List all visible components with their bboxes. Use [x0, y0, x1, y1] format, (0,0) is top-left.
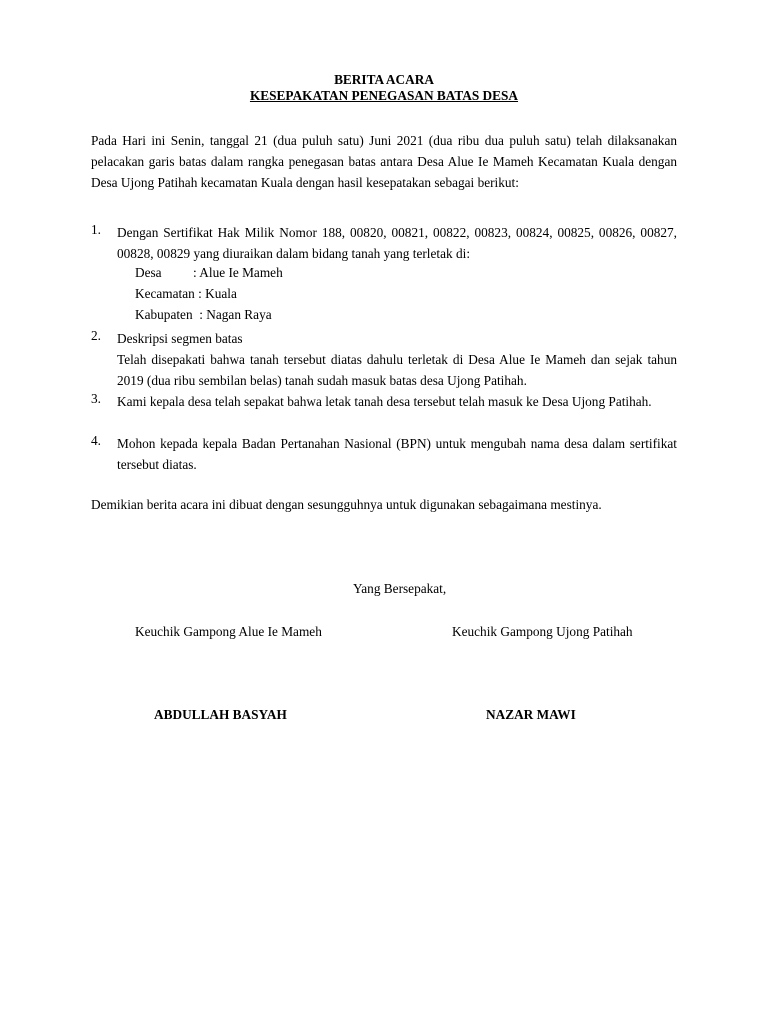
detail-kecamatan: [135, 286, 237, 302]
left-signatory-role: Keuchik Gampong Alue Ie Mameh: [135, 624, 322, 639]
item-1-number: 1.: [91, 222, 101, 237]
detail-desa: [135, 265, 283, 281]
detail-desa-label: Desa: [135, 265, 162, 280]
item-3-text: Kami kepala desa telah sepakat bahwa letak tanah desa tersebut telah masuk ke Desa Ujong Patihah.: [117, 394, 652, 409]
item-2-heading: Deskripsi segmen batas: [117, 331, 243, 346]
signature-heading: Yang Bersepakat,: [353, 581, 447, 596]
detail-kabupaten-value: : Nagan Raya: [199, 307, 272, 322]
detail-kabupaten-label: Kabupaten: [135, 307, 193, 322]
detail-desa-value: : Alue Ie Mameh: [193, 265, 283, 280]
item-2-number: 2.: [91, 328, 101, 343]
closing-paragraph: Demikian berita acara ini dibuat dengan sesungguhnya untuk digunakan sebagaimana mestinya.: [91, 497, 602, 512]
intro-paragraph: Pada Hari ini Senin, tanggal 21 (dua puluh satu) Juni 2021 (dua ribu dua puluh satu) telah dilaksanakan pelacakan garis batas dalam rangka penegasan batas antara Desa Alue Ie Mameh Kecamatan Kuala dengan Desa Ujong Patihah kecamatan Kuala dengan hasil kesepatakan sebagai berikut:: [91, 133, 677, 190]
right-signatory-name: NAZAR MAWI: [486, 707, 576, 722]
detail-kabupaten: [135, 307, 272, 323]
document-subtitle-text: KESEPAKATAN PENEGASAN BATAS DESA: [249, 88, 519, 103]
document-subtitle: [0, 88, 768, 104]
detail-kecamatan-value: : Kuala: [198, 286, 237, 301]
item-3-number: 3.: [91, 391, 101, 406]
item-4-text: Mohon kepada kepala Badan Pertanahan Nasional (BPN) untuk mengubah nama desa dalam sertifikat tersebut diatas.: [117, 436, 677, 472]
detail-kecamatan-label: Kecamatan: [135, 286, 195, 301]
right-signatory-role: Keuchik Gampong Ujong Patihah: [452, 624, 633, 639]
item-4-number: 4.: [91, 433, 101, 448]
item-1-text: Dengan Sertifikat Hak Milik Nomor 188, 00820, 00821, 00822, 00823, 00824, 00825, 00826, 00827, 00828, 00829 yang diuraikan dalam bidang tanah yang terletak di:: [117, 225, 677, 261]
document-title: BERITA ACARA: [334, 72, 434, 87]
left-signatory-name: ABDULLAH BASYAH: [154, 707, 287, 722]
item-2-text: Telah disepakati bahwa tanah tersebut diatas dahulu terletak di Desa Alue Ie Mameh dan sejak tahun 2019 (dua ribu sembilan belas) tanah sudah masuk batas desa Ujong Patihah.: [117, 352, 677, 388]
